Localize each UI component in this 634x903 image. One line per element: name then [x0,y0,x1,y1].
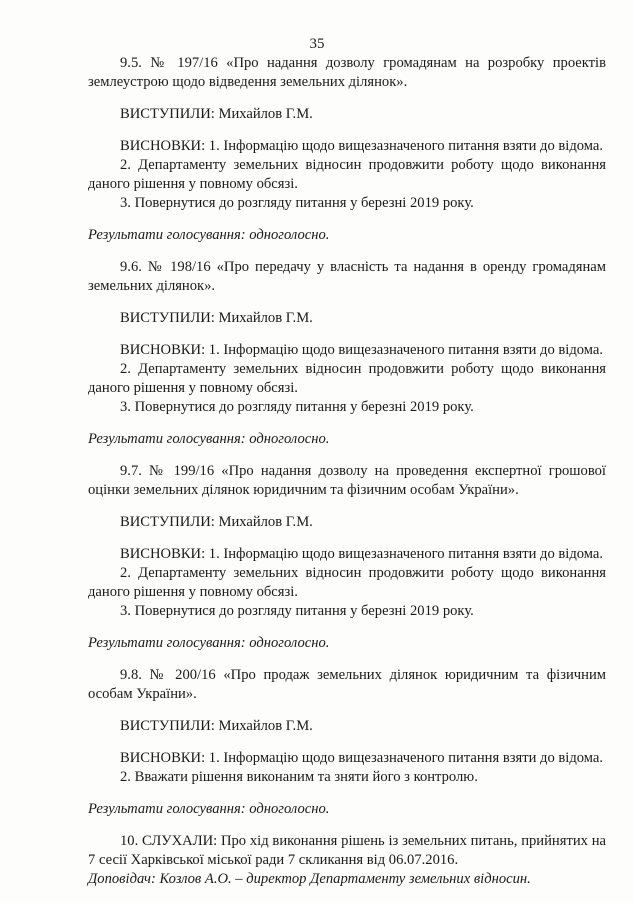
conclusion-item: ВИСНОВКИ: 1. Інформацію щодо вищезазначеного питання взяти до відома. [120,750,604,766]
conclusion-item: ВИСНОВКИ: 1. Інформацію щодо вищезазначеного питання взяти до відома. [120,546,604,562]
conclusion-item: 3. Повернутися до розгляду питання у березні 2019 року. [120,399,474,415]
section-10 [88,832,606,889]
conclusion-item: ВИСНОВКИ: 1. Інформацію щодо вищезазначеного питання взяти до відома. [120,138,604,154]
conclusion-item: 3. Повернутися до розгляду питання у березні 2019 року. [120,195,474,211]
section-speakers: ВИСТУПИЛИ: Михайлов Г.М. [120,718,313,734]
voting-result: Результати голосування: одноголосно. [88,635,330,651]
section-9-8 [88,666,606,819]
section-9-5 [88,54,606,245]
heard-item: 10. СЛУХАЛИ: Про хід виконання рішень із земельних питань, прийнятих на 7 сесії Харківської міської ради 7 скликання від 06.07.2016. [88,833,606,868]
voting-result: Результати голосування: одноголосно. [88,227,330,243]
section-title: 9.5. № 197/16 «Про надання дозволу громадянам на розробку проектів землеустрою щодо відведення земельних ділянок». [88,55,606,90]
section-title: 9.8. № 200/16 «Про продаж земельних ділянок юридичним та фізичним особам України». [88,667,606,702]
conclusion-item: 2. Департаменту земельних відносин продовжити роботу щодо виконання даного рішення у повному обсязі. [88,565,606,600]
reporter-line: Доповідач: Козлов А.О. – директор Департаменту земельних відносин. [88,871,531,887]
section-title: 9.7. № 199/16 «Про надання дозволу на проведення експертної грошової оцінки земельних ділянок юридичним та фізичним особам України». [88,463,606,498]
minutes-content [88,54,606,889]
section-9-7 [88,462,606,653]
conclusion-item: ВИСНОВКИ: 1. Інформацію щодо вищезазначеного питання взяти до відома. [120,342,604,358]
section-speakers: ВИСТУПИЛИ: Михайлов Г.М. [120,106,313,122]
conclusion-item: 3. Повернутися до розгляду питання у березні 2019 року. [120,603,474,619]
voting-result: Результати голосування: одноголосно. [88,431,330,447]
section-9-6 [88,258,606,449]
conclusion-item: 2. Вважати рішення виконаним та зняти його з контролю. [120,769,478,785]
conclusion-item: 2. Департаменту земельних відносин продовжити роботу щодо виконання даного рішення у повному обсязі. [88,157,606,192]
voting-result: Результати голосування: одноголосно. [88,801,330,817]
section-title: 9.6. № 198/16 «Про передачу у власність та надання в оренду громадянам земельних ділянок». [88,259,606,294]
section-speakers: ВИСТУПИЛИ: Михайлов Г.М. [120,514,313,530]
page-number: 35 [309,36,325,52]
section-speakers: ВИСТУПИЛИ: Михайлов Г.М. [120,310,313,326]
conclusion-item: 2. Департаменту земельних відносин продовжити роботу щодо виконання даного рішення у повному обсязі. [88,361,606,396]
